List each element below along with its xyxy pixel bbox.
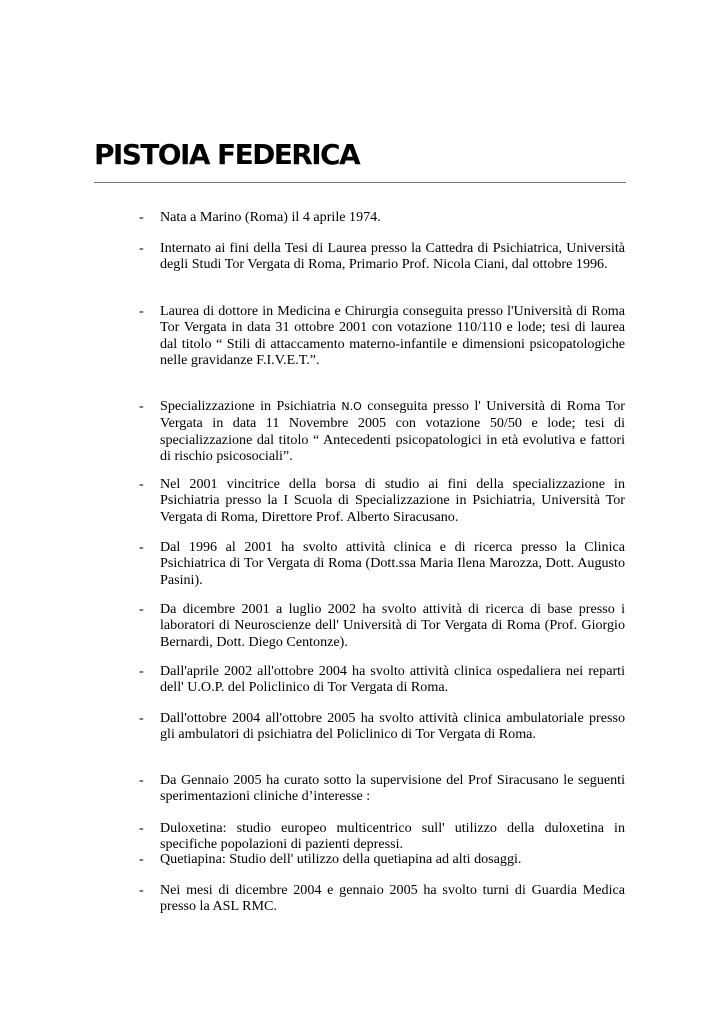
cv-entry-scholarship xyxy=(139,476,625,525)
bullet-dash: - xyxy=(139,398,144,414)
bullet-dash: - xyxy=(139,710,144,726)
cv-entry-degree xyxy=(139,303,625,368)
entry-text: Nei mesi di dicembre 2004 e gennaio 2005 ha svolto turni di Guardia Medica presso la ASL RMC. xyxy=(160,882,625,915)
entry-text: Internato ai fini della Tesi di Laurea presso la Cattedra di Psichiatrica, Università degli Studi Tor Vergata di Roma, Primario Prof. Nicola Ciani, dal ottobre 1996. xyxy=(160,240,625,273)
entry-text: Da dicembre 2001 a luglio 2002 ha svolto attività di ricerca di base presso i laboratori di Neuroscienze dell' Università di Tor Vergata di Roma (Prof. Giorgio Bernardi, Dott. Diego Centonze). xyxy=(160,601,625,650)
entry-text: Nata a Marino (Roma) il 4 aprile 1974. xyxy=(160,209,381,225)
bullet-dash: - xyxy=(139,820,144,836)
entry-text-no: N.O xyxy=(341,400,362,413)
page-title: PISTOIA FEDERICA xyxy=(94,138,360,171)
cv-entry-outpatient xyxy=(139,710,625,743)
entry-text: Duloxetina: studio europeo multicentrico sull' utilizzo della duloxetina in specifiche popolazioni di pazienti depressi. xyxy=(160,820,625,853)
cv-entry-clinical-research xyxy=(139,539,625,588)
bullet-dash: - xyxy=(139,476,144,492)
bullet-dash: - xyxy=(139,772,144,788)
cv-entry-duloxetine xyxy=(139,820,625,853)
entry-text: Dall'ottobre 2004 all'ottobre 2005 ha svolto attività clinica ambulatoriale presso gli ambulatori di psichiatra del Policlinico di Tor Vergata di Roma. xyxy=(160,710,625,743)
bullet-dash: - xyxy=(139,240,144,256)
cv-entry-hospital xyxy=(139,663,625,696)
cv-entry-neuroscience xyxy=(139,601,625,650)
entry-text: Nel 2001 vincitrice della borsa di studio ai fini della specializzazione in Psichiatria presso la I Scuola di Specializzazione in Psichiatria, Università Tor Vergata di Roma, Direttore Prof. Alberto Siracusano. xyxy=(160,476,625,525)
entry-text: Laurea di dottore in Medicina e Chirurgia conseguita presso l'Università di Roma Tor Vergata in data 31 ottobre 2001 con votazione 110/110 e lode; tesi di laurea dal titolo “ Stili di attaccamento materno-infantile e dimensioni psicopatologiche nelle gravidanze F.I.V.E.T.”. xyxy=(160,303,625,368)
bullet-dash: - xyxy=(139,209,144,225)
cv-entry-quetiapine xyxy=(139,851,625,867)
entry-text: Quetiapina: Studio dell' utilizzo della quetiapina ad alti dosaggi. xyxy=(160,851,522,867)
cv-entry-birth xyxy=(139,209,625,225)
bullet-dash: - xyxy=(139,663,144,679)
cv-entry-internship xyxy=(139,240,625,273)
entry-text-before: Specializzazione in Psichiatria xyxy=(160,398,342,414)
bullet-dash: - xyxy=(139,851,144,867)
bullet-dash: - xyxy=(139,303,144,319)
entry-text-after: conseguita presso l' Università di Roma Tor Vergata in data 11 Novembre 2005 con votazione 50/50 e lode; tesi di specializzazione dal titolo “ Antecedenti psicopatologici in età evolutiva e fattori di rischio psicosociali”. xyxy=(160,398,625,464)
bullet-dash: - xyxy=(139,601,144,617)
entry-text: Dal 1996 al 2001 ha svolto attività clinica e di ricerca presso la Clinica Psichiatrica di Tor Vergata di Roma (Dott.ssa Maria Ilena Marozza, Dott. Augusto Pasini). xyxy=(160,539,625,588)
cv-entry-trials-intro xyxy=(139,772,625,805)
entry-text: Dall'aprile 2002 all'ottobre 2004 ha svolto attività clinica ospedaliera nei reparti dell' U.O.P. del Policlinico di Tor Vergata di Roma. xyxy=(160,663,625,696)
bullet-dash: - xyxy=(139,539,144,555)
bullet-dash: - xyxy=(139,882,144,898)
cv-entry-specialization xyxy=(139,398,625,464)
cv-entry-medical-guard xyxy=(139,882,625,915)
entry-text: Da Gennaio 2005 ha curato sotto la supervisione del Prof Siracusano le seguenti sperimentazioni cliniche d’interesse : xyxy=(160,772,625,805)
